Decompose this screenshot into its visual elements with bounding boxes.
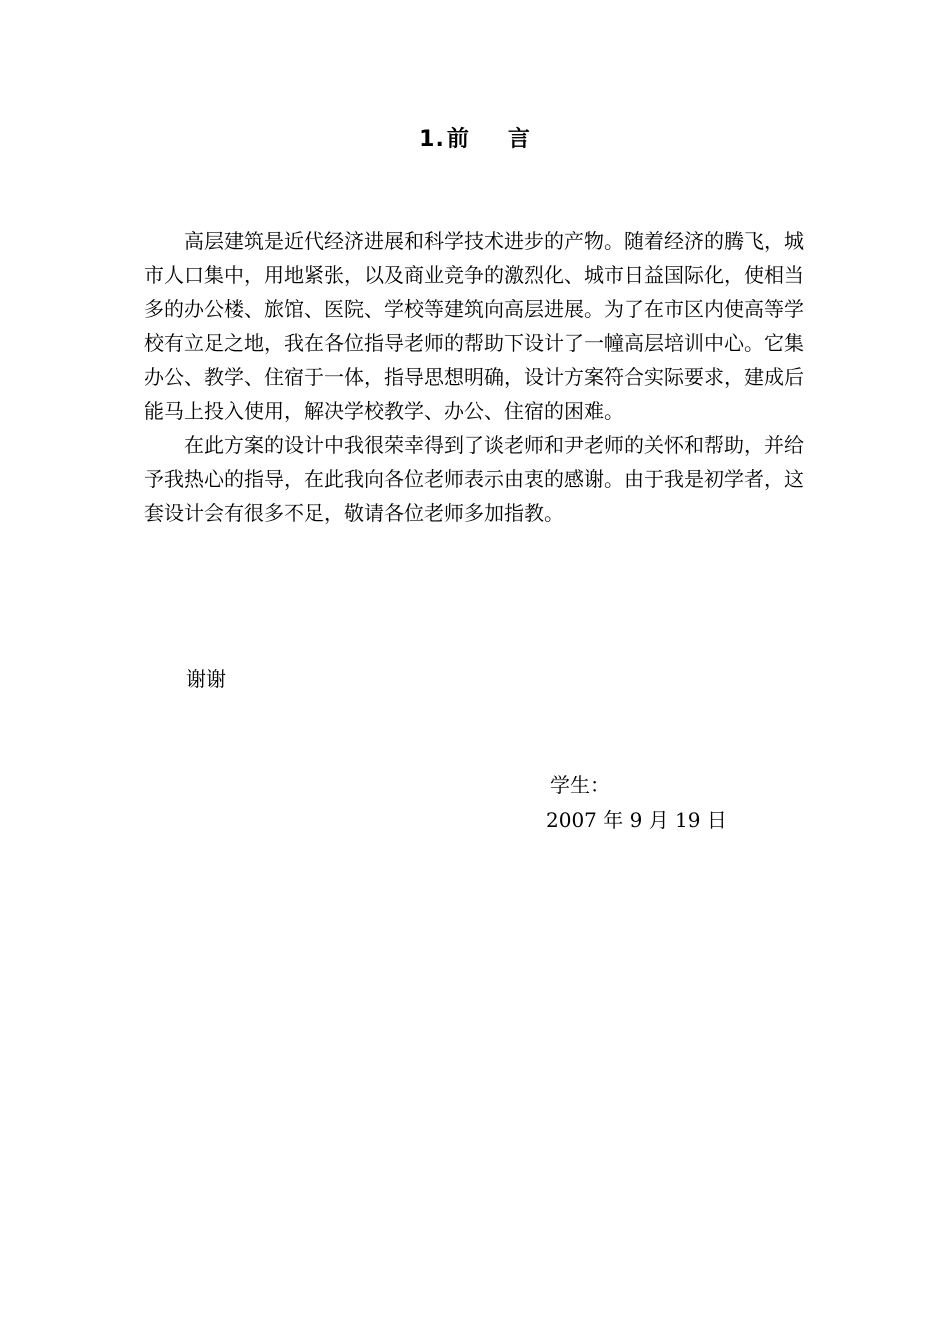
signature-date: 2007 年 9 月 19 日 xyxy=(546,808,727,832)
title-char-2: 言 xyxy=(507,127,531,152)
student-label: 学生： xyxy=(550,773,610,797)
paragraph-2: 在此方案的设计中我很荣幸得到了谈老师和尹老师的关怀和帮助，并给予我热心的指导，在此我向各位老师表示由衷的感谢。由于我是初学者，这套设计会有很多不足，敬请各位老师多加指教。 xyxy=(144,433,804,525)
section-number: 1. xyxy=(419,127,445,152)
closing-thanks: 谢谢 xyxy=(186,667,226,691)
preface-body xyxy=(144,224,804,530)
paragraph-1: 高层建筑是近代经济进展和科学技术进步的产物。随着经济的腾飞，城市人口集中，用地紧张，以及商业竞争的激烈化、城市日益国际化，使相当多的办公楼、旅馆、医院、学校等建筑向高层进展。为了在市区内使高等学校有立足之地，我在各位指导老师的帮助下设计了一幢高层培训中心。它集办公、教学、住宿于一体，指导思想明确，设计方案符合实际要求，建成后能马上投入使用，解决学校教学、办公、住宿的困难。 xyxy=(144,229,804,423)
page-title xyxy=(0,122,950,153)
title-char-1: 前 xyxy=(446,127,470,152)
